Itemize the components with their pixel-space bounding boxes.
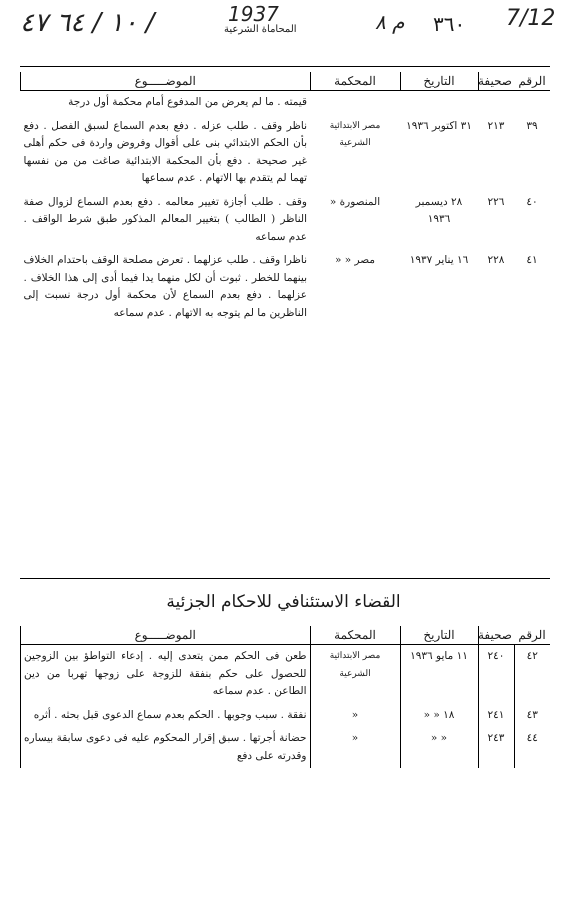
row-subject: حضانة أجرتها . سبق إقرار المحكوم عليه فى دعوى سابقة بيساره وقدرته على دفع [21, 727, 311, 768]
row-num: ٤٣ [514, 704, 550, 728]
handwritten-code: م ٨ [375, 10, 405, 34]
header-page: صحيفة [478, 626, 514, 645]
row-num: ٤٠ [526, 195, 538, 208]
table-row [21, 249, 551, 325]
row-page: ٢٢٦ [487, 195, 505, 208]
header-num: الرقم [514, 626, 550, 645]
table-row [21, 704, 551, 728]
row-date: ٣١ اكتوبر ١٩٣٦ [406, 119, 472, 132]
row-court: « [310, 727, 400, 768]
header-date: التاريخ [400, 72, 478, 91]
subject-continuation: قيمته . ما لم يعرض من المدفوع أمام محكمة أول درجة [68, 96, 307, 108]
table-row [21, 115, 551, 191]
row-page: ٢١٣ [487, 119, 505, 132]
section-title: القضاء الاستئنافي للاحكام الجزئية [166, 592, 401, 612]
row-subject: ناظر وقف . طلب عزله . دفع بعدم السماع لسبق الفصل . دفع بأن الحكم الابتدائي بنى على أقوال وفروض واردة فى حكم أهلى غير صحيحة . دفع بأن المحكمة الابتدائية صاغت من من نفسها تهما لم يتقدم بها الاتهام . عدم سماعها [23, 119, 307, 184]
rulings-table-2 [20, 626, 550, 768]
table-row [21, 91, 551, 115]
row-subject: طعن فى الحكم ممن يتعدى إليه . إدعاء التواطؤ بين الزوجين للحصول على حكم بنفقة للزوجة على زوجها تهربا من دين الطاعن . عدم سماعه [21, 645, 311, 704]
handwritten-fraction: 7/12 [506, 6, 556, 31]
header-num: الرقم [514, 72, 550, 91]
row-subject: نفقة . سبب وجوبها . الحكم بعدم سماع الدعوى قبل بحثه . أثره [21, 704, 311, 728]
row-date: ٢٨ ديسمبر ١٩٣٦ [415, 195, 463, 225]
row-num: ٤١ [526, 254, 538, 266]
row-court: مصر الابتدائية الشرعية [329, 120, 381, 148]
row-page: ٢٤٣ [478, 727, 514, 768]
handwritten-year: 1937 [228, 2, 279, 26]
journal-title: المحاماة الشرعية [224, 24, 297, 35]
row-date: « « [400, 727, 478, 768]
header-court: المحكمة [310, 626, 400, 645]
header-page: صحيفة [478, 72, 514, 91]
header-court: المحكمة [310, 72, 400, 91]
table-row [21, 191, 551, 250]
header-date: التاريخ [400, 626, 478, 645]
row-page: ٢٤١ [478, 704, 514, 728]
row-court: مصر الابتدائية الشرعية [310, 645, 400, 704]
row-page: ٢٢٨ [487, 254, 505, 266]
row-num: ٤٤ [514, 727, 550, 768]
row-subject: وقف . طلب أجازة تغيير معالمه . دفع بعدم السماع لزوال صفة الناظر ( الطالب ) بتغيير المعالم المذكور طبق شرط الواقف . عدم سماعه [23, 195, 307, 243]
top-rule [20, 66, 550, 67]
row-num: ٣٩ [526, 119, 538, 132]
handwritten-reference: ١٠ / ٦٤ ٤٧ / [20, 8, 155, 38]
page-number: ٣٦٠ [433, 12, 466, 36]
row-date: ١٨ « « [400, 704, 478, 728]
header-subject: الموضـــــوع [21, 72, 311, 91]
row-court: « [310, 704, 400, 728]
header-subject: الموضـــــوع [21, 626, 311, 645]
row-court: المنصورة « [329, 195, 381, 208]
row-subject: ناظرا وقف . طلب عزلهما . تعرض مصلحة الوقف باحتدام الخلاف بينهما للخطر . ثبوت أن لكل منهما يدا فيما أدى إلى هذا الخلاف . عزلهما . دفع بعدم السماع لأن محكمة أول درجة نسبت إلى الناظرين ما لم يتوجه به الاتهام . عدم سماعه [23, 254, 307, 319]
table-row [21, 727, 551, 768]
row-num: ٤٢ [514, 645, 550, 704]
row-court: مصر « « [334, 254, 376, 266]
section-rule [20, 578, 550, 579]
table-row [21, 645, 551, 704]
row-page: ٢٤٠ [478, 645, 514, 704]
rulings-table-1 [20, 72, 550, 325]
row-date: ١١ مايو ١٩٣٦ [400, 645, 478, 704]
row-date: ١٦ يناير ١٩٣٧ [409, 254, 469, 266]
